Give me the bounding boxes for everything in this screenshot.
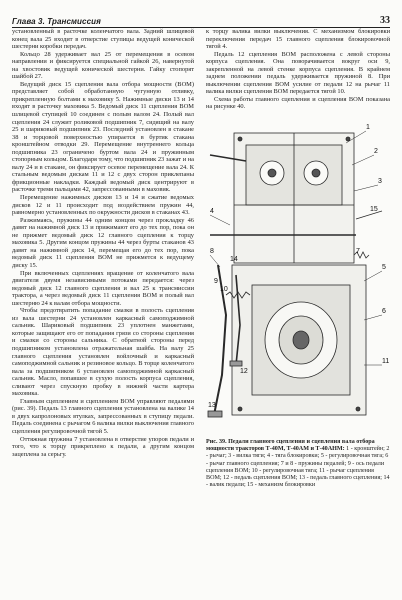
figure-callout-7: 7: [356, 248, 360, 256]
figure-callout-6: 6: [382, 308, 386, 316]
figure-callout-13: 13: [208, 402, 216, 410]
paragraph: Чтобы предотвратить попадание смазки в полость сцепления из вала шестерни 24 установлен каркасный самоподжимной сальник. Шариковый подшипник 23 уплотнен манжетами, которые защищают его от попадания грязи со стороны сцепления и смазки со стороны сальника. С обратной стороны перед подшипником установлена отражательная шайба. На валу 25 главного сцепления установлен войлочный и каркасный самоподжимной сальник и резиновое кольцо. В торце коленчатого вала за подшипником 6 установлен самоподжимной каркасный сальник. Масло, попавшее в сухую полость корпуса сцепления, сливают через спускную пробку в нижней части картера маховика.: [12, 307, 194, 398]
figure-callout-10: 10: [220, 286, 228, 294]
figure-callout-4: 4: [210, 208, 214, 216]
figure-callout-3: 3: [378, 178, 382, 186]
paragraph: Ведущий диск 15 сцепления вала отбора мощности (ВОМ) представляет собой обработанную чугунную отливку, прикрепленную болтами к маховику 5. Нажимные диски 13 и 14 входят в расточку маховика 5. Ведомый диск 11 сцепления ВОМ шлицевой ступицей 10 соединен с полым валом 24. Полый вал сцепления 24 служит роликовой подшипник 7, сидящий на валу 25 и шариковый подшипник 23. Последний установлен в стакане 38 и торцовой поверхностью упирается в буртик стакана кронштейном отводки 29. Перемещение внутреннего кольца подшипника 23 ограничено буртом вала 24 и пружинным стопорным кольцом. Благодаря тому, что подшипник 23 зажат и на валу 24 и в стакане, он фиксирует осевое перемещение вала 24. К стальным ведомым дискам 11 и 12 с двух сторон приклепаны фрикционные накладки. Каждый ведомый диск центрируют в расточке тремя пальцами 42, запрессованными в маховик.: [12, 80, 194, 194]
paragraph: При включенных сцеплениях вращение от коленчатого вала двигателя двумя независимыми потоками передается: через ведомый диск 12 главного сцепления и вал 25 к трансмиссии трактора, а через ведомый диск 11 сцепления ВОМ и полый вал шестерню 24 к валам отбора мощности.: [12, 269, 194, 307]
figure-caption: [206, 439, 390, 489]
paragraph: Кольцо 28 удерживает вал 25 от перемещения в осевом направлении и фиксируется специальной гайкой 26, навернутой на хвостовик ведущей конической шестерни. Гайку стопорят шайбой 27.: [12, 50, 194, 81]
figure-callout-1: 1: [366, 124, 370, 132]
text-columns: [12, 28, 390, 596]
paragraph: установленный в расточке коленчатого вала. Задний шлицевой конец вала 25 входит в отверстие ступицы ведущей конической шестерни коробки передач.: [12, 28, 194, 51]
figure-callout-11: 11: [382, 358, 390, 366]
paragraph: Перемещение нажимных дисков 13 и 14 и сжатие ведомых дисков 12 и 11 происходит под воздействием пружин 44, равномерно установленных по окружности дисков в стаканах 43.: [12, 194, 194, 217]
figure-callout-12: 12: [240, 368, 248, 376]
paragraph: Главным сцеплением и сцеплением ВОМ управляют педалями (рис. 39). Педаль 13 главного сцепления установлена на валике 14 в двух капролоновых втулках, запрессованных в ступицу педали. Педаль соединена с рычагом 6 валика вилки выключения главного сцепления регулировочной тягой 5.: [12, 397, 194, 435]
chapter-title: Глава 3. Трансмиссия: [12, 17, 101, 26]
caption-title: Рис. 39. Педали главного сцепления и сцепления вала отбора мощности тракторов Т-40М, Т-40АМ и Т-40АНМ:: [206, 439, 375, 453]
paragraph: Схема работы главного сцепления и сцепления ВОМ показана на рисунке 40.: [206, 95, 390, 111]
paragraph: Разжимаясь, пружины 44 одним концом через прокладку 46 давят на нажимной диск 13 и прижимают его до тех пор, пока он не прижмет ведомый диск 12 главного сцепления к торцу маховика 5. Другим концом пружины 44 через бурты стаканов 43 давят на нажимной диск 14, перемещая его до тех пор, пока ведомый диск 11 сцепления ВОМ не прижмется к ведущему диску 15.: [12, 216, 194, 269]
figure-callout-2: 2: [374, 148, 378, 156]
right-column: [206, 28, 390, 596]
figure-callout-8: 8: [210, 248, 214, 256]
figure-39-drawing: [206, 115, 390, 437]
running-header: [12, 4, 390, 26]
figure-callout-14: 14: [230, 256, 238, 264]
pedal-assembly-illustration: [206, 115, 390, 437]
paragraph: Педаль 12 сцепления ВОМ расположена с левой стороны корпуса сцепления. Она поворачивается вокруг оси 9, закрепленной на левой стенке корпуса сцепления. В крайнем заднем положении педаль удерживается пружиной 8. При выключении сцепления ВОМ усилие от педали 12 на рычаг 11 валика вилки сцепления ВОМ передается тягой 10.: [206, 50, 390, 96]
right-column-text: [206, 28, 390, 111]
paragraph: к торцу валика вилки выключения. С механизмом блокировки переключения передач 15 главного сцепления блокировочной тягой 4.: [206, 28, 390, 51]
figure-callout-15: 15: [370, 206, 378, 214]
page-number: 33: [380, 15, 390, 26]
left-column: [12, 28, 194, 596]
caption-legend: 1 - кронштейн; 2 - рычаг; 3 - вилка тяги; 4 - тяга блокировки; 5 - регулировочная тяга; 6 - рычаг главного сцепления; 7 и 8 - пружины педалей; 9 - ось педали сцепления ВОМ; 10 - регулировочная тяга; 11 - рычаг сцепления ВОМ; 12 - педаль сцепления ВОМ; 13 - педаль главного сцепления; 14 - валик педали; 15 - механизм блокировки: [206, 446, 390, 489]
figure-callout-5: 5: [382, 264, 386, 272]
paragraph: Оттяжная пружина 7 установлена в отверстие упоров педали и того, что к торцу прикреплено к педали, а другим концом зацеплена за серьгу.: [12, 435, 194, 458]
figure-callout-9: 9: [214, 278, 218, 286]
